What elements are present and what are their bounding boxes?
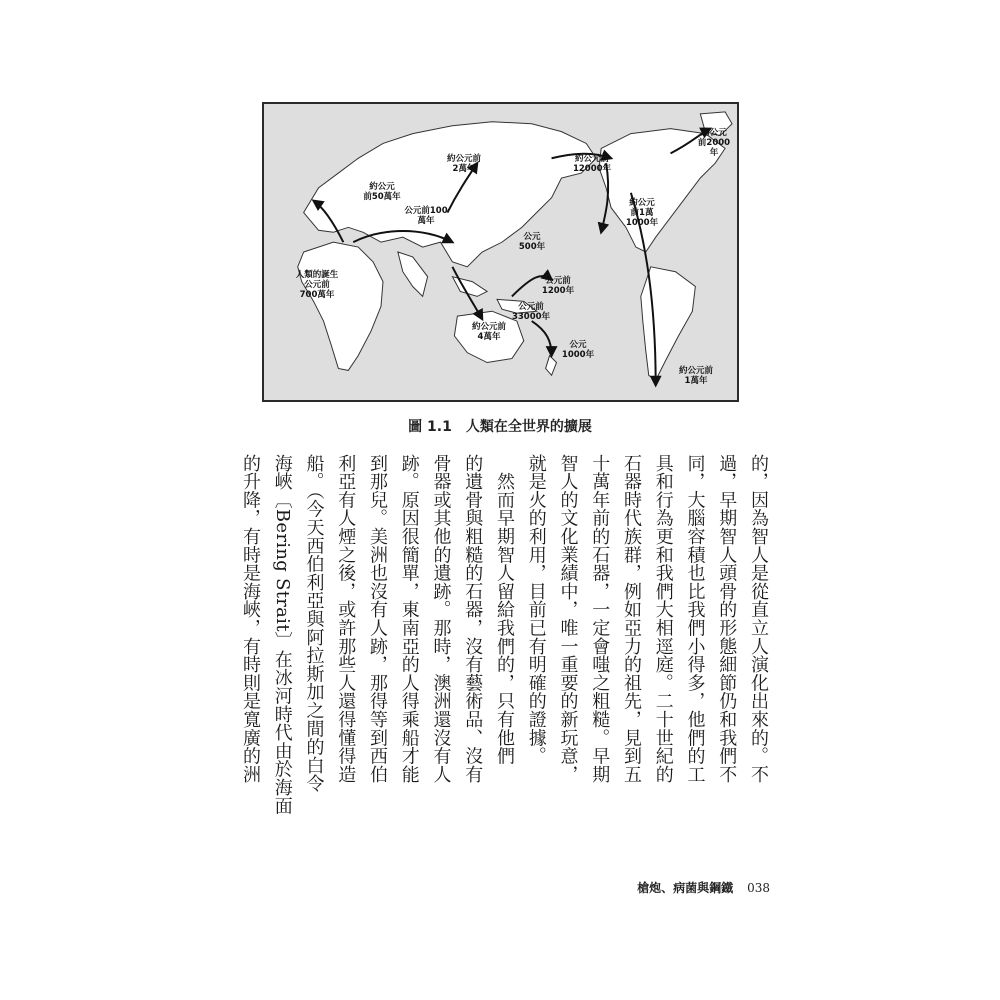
- map-label-south-america: 約公元前 1萬年: [678, 366, 713, 386]
- southeast-asia-islands: [452, 277, 487, 297]
- map-drawing: [264, 104, 737, 400]
- text-column: 然而早期智人留給我們的，只有他們: [494, 454, 515, 766]
- africa-landmass: [298, 242, 383, 370]
- text-column: 石器時代族群，例如亞力的祖先，見到五: [621, 454, 642, 784]
- page-number: 038: [747, 881, 770, 895]
- text-column: 同，大腦容積也比我們小得多，他們的工: [684, 454, 706, 784]
- text-column: 的升降，有時是海峽，有時則是寬廣的洲: [240, 454, 261, 784]
- text-column: 具和行為更和我們大相逕庭。二十世紀的: [652, 454, 674, 784]
- text-column: 智人的文化業績中，唯一重要的新玩意，: [557, 454, 579, 784]
- map-label-new-zealand: 公元 1000年: [561, 340, 595, 360]
- text-column: 十萬年前的石器，一定會嗤之粗糙。早期: [589, 454, 611, 784]
- text-column: 過，早期智人頭骨的形態細節仍和我們不: [716, 454, 738, 784]
- map-label-asia: 公元前100 萬年: [404, 206, 448, 226]
- text-column: 的遺骨與粗糙的石器，沒有藝術品、沒有: [462, 454, 484, 784]
- body-text: [240, 454, 768, 844]
- text-column: 到那兒。美洲也沒有人跡，那得等到西伯: [367, 454, 388, 784]
- text-column: 就是火的利用，目前已有明確的證據。: [525, 454, 547, 766]
- map-label-europe: 約公元 前50萬年: [363, 182, 401, 202]
- figure-number: 圖 1.1: [408, 419, 452, 435]
- world-migration-map: [262, 102, 739, 402]
- map-label-alaska: 約公元 前2000 年: [697, 128, 731, 158]
- india-landmass: [398, 252, 428, 296]
- map-label-new-guinea: 公元前 33000年: [511, 302, 551, 322]
- figure-title: 人類在全世界的擴展: [465, 419, 592, 435]
- arrow-new-zealand: [532, 321, 552, 356]
- map-label-beringia: 約公元前 12000年: [572, 154, 612, 174]
- page-footer: [560, 879, 770, 896]
- text-column: 跡。原因很簡單，東南亞的人得乘船才能: [398, 454, 420, 784]
- map-label-melanesia: 公元前 1200年: [541, 276, 575, 296]
- running-title: 槍炮、病菌與鋼鐵: [637, 881, 734, 895]
- map-label-pacific: 公元 500年: [518, 232, 546, 252]
- map-label-siberia: 約公元前 2萬年: [446, 154, 481, 174]
- figure-caption: [0, 416, 1000, 436]
- text-column: 船。（今天西伯利亞與阿拉斯加之間的白令: [303, 454, 325, 793]
- map-label-north-america: 約公元 前1萬 1000年: [625, 198, 659, 228]
- map-label-australia: 約公元前 4萬年: [471, 322, 506, 342]
- map-label-origin: 人類的誕生 公元前 700萬年: [295, 270, 339, 300]
- text-column: 的，因為智人是從直立人演化出來的。不: [748, 454, 769, 784]
- text-column: 利亞有人煙之後，或許那些人還得懂得造: [335, 454, 357, 784]
- text-column: 骨器或其他的遺跡。那時，澳洲還沒有人: [430, 454, 452, 784]
- text-column: 海峽〔Bering Strait〕在冰河時代由於海面: [271, 454, 293, 815]
